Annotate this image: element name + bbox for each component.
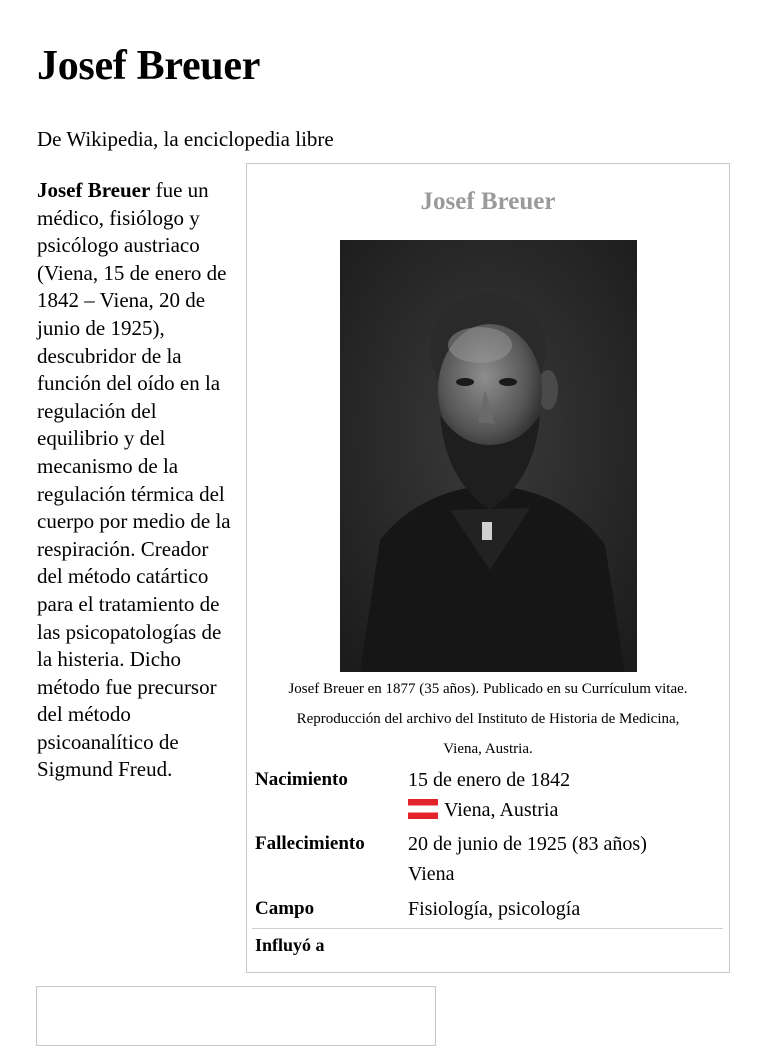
page-title: Josef Breuer: [37, 43, 261, 89]
infobox-divider: [252, 928, 723, 929]
infobox-label-campo: Campo: [255, 898, 315, 919]
austria-flag-icon: [408, 799, 438, 819]
caption-line: Josef Breuer en 1877 (35 años). Publicado en su Currículum vitae.: [288, 681, 688, 697]
caption-line: Viena, Austria.: [443, 741, 533, 757]
infobox-title: Josef Breuer: [420, 188, 556, 215]
infobox-value-campo[interactable]: Fisiología, psicología: [408, 898, 581, 920]
infobox-value-nacimiento-place[interactable]: [408, 795, 558, 825]
image-caption: [250, 674, 726, 764]
birthplace-link[interactable]: Viena, Austria: [444, 799, 559, 821]
infobox-value-fallecimiento-place[interactable]: Viena: [408, 863, 455, 885]
lead-text: fue un médico, fisiólogo y psicólogo austriaco (Viena, 15 de enero de 1842 – Viena, 20 de junio de 1925), descubridor de la función del oído en la regulación del equilibrio y del mecanismo de la regulación térmica del cuerpo por medio de la respiración. Creador del método catártico para el tratamiento de las psicopatologías de la histeria. Dicho método fue precursor del método psicoanalítico de Sigmund Freud.: [37, 178, 231, 782]
caption-line: Reproducción del archivo del Instituto de Historia de Medicina,: [296, 711, 680, 727]
lead-subject: Josef Breuer: [37, 178, 151, 202]
site-tagline: De Wikipedia, la enciclopedia libre: [37, 127, 334, 151]
infobox-value-fallecimiento-date[interactable]: 20 de junio de 1925 (83 años): [408, 833, 647, 855]
infobox-label-influyo: Influyó a: [255, 935, 325, 955]
lead-paragraph: [37, 177, 235, 784]
infobox-value-nacimiento-date[interactable]: 15 de enero de 1842: [408, 769, 571, 791]
infobox-label-fallecimiento: Fallecimiento: [255, 833, 365, 854]
portrait-image[interactable]: [340, 240, 637, 672]
next-content-box: [36, 986, 436, 1046]
infobox-label-nacimiento: Nacimiento: [255, 769, 348, 790]
